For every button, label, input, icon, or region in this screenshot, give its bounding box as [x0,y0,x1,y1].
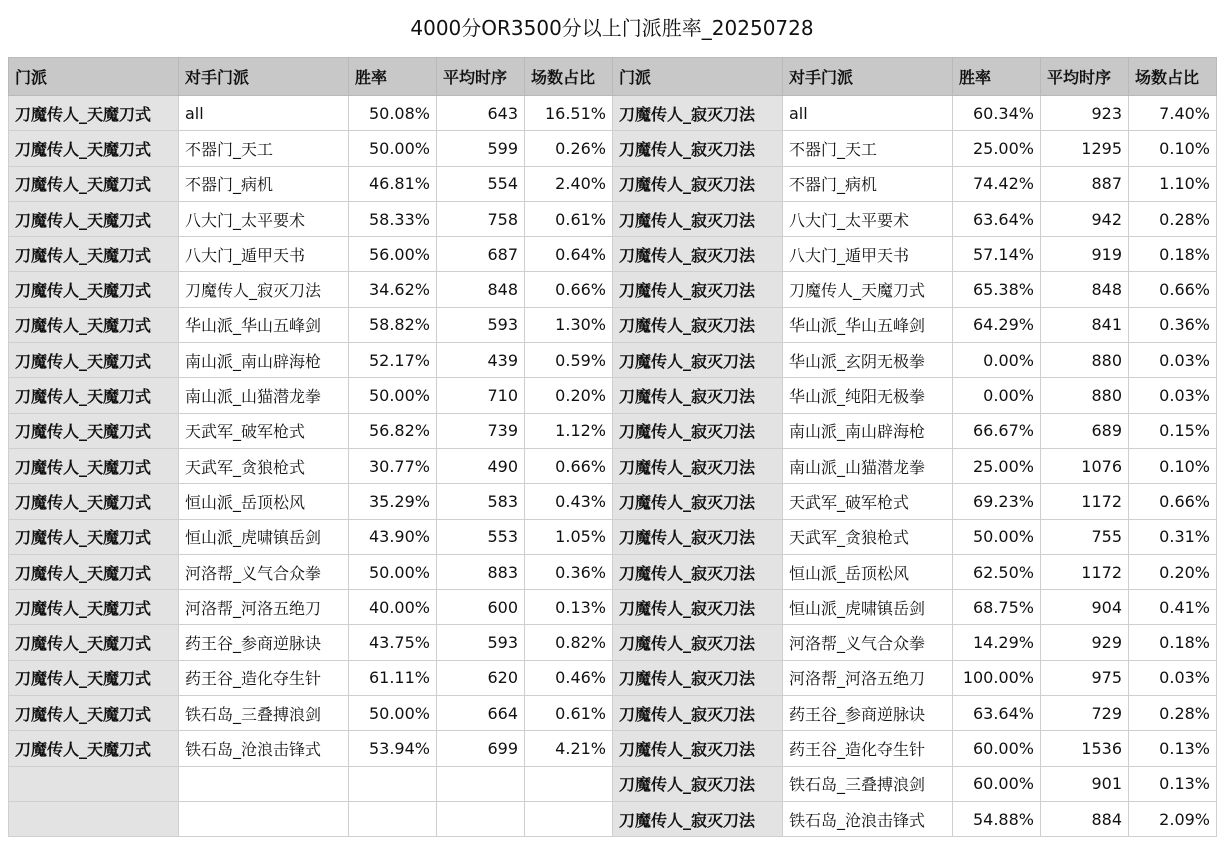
right-winrate-cell[interactable]: 100.00% [953,660,1041,695]
right-share-cell[interactable]: 0.66% [1129,272,1217,307]
left-winrate-cell[interactable]: 58.82% [349,307,437,342]
table-row [9,801,1217,836]
left-winrate-cell[interactable]: 61.11% [349,660,437,695]
left-share-cell[interactable]: 0.36% [525,554,613,589]
left-avg-time-cell[interactable]: 553 [437,519,525,554]
left-faction-cell[interactable]: 刀魔传人_天魔刀式 [9,660,179,695]
right-faction-cell[interactable]: 刀魔传人_寂灭刀法 [613,378,783,413]
right-share-cell[interactable]: 0.36% [1129,307,1217,342]
left-winrate-cell[interactable]: 43.90% [349,519,437,554]
table-row [9,554,1217,589]
table-row [9,590,1217,625]
left-share-cell[interactable]: 0.61% [525,201,613,236]
right-share-cell[interactable]: 0.03% [1129,660,1217,695]
table-body [9,96,1217,837]
left-empty-cell[interactable] [9,766,179,801]
right-winrate-cell[interactable]: 68.75% [953,590,1041,625]
left-faction-cell[interactable]: 刀魔传人_天魔刀式 [9,413,179,448]
right-avg-time-cell[interactable]: 729 [1041,696,1129,731]
left-avg-time-cell[interactable]: 710 [437,378,525,413]
right-winrate-cell[interactable]: 50.00% [953,519,1041,554]
left-avg-time-cell[interactable]: 583 [437,484,525,519]
right-winrate-cell[interactable]: 57.14% [953,237,1041,272]
right-share-cell[interactable]: 0.10% [1129,448,1217,483]
left-avg-time-cell[interactable]: 439 [437,343,525,378]
left-avg-time-cell[interactable]: 848 [437,272,525,307]
left-opponent-cell[interactable]: 铁石岛_三叠搏浪剑 [179,696,349,731]
right-winrate-cell[interactable]: 25.00% [953,131,1041,166]
header-cell-avg-left[interactable]: 平均时序 [437,58,525,96]
right-share-cell[interactable]: 0.31% [1129,519,1217,554]
left-faction-cell[interactable]: 刀魔传人_天魔刀式 [9,378,179,413]
right-opponent-cell[interactable]: 天武军_破军枪式 [783,484,953,519]
right-opponent-cell[interactable]: all [783,96,953,131]
left-avg-time-cell[interactable]: 739 [437,413,525,448]
left-faction-cell[interactable]: 刀魔传人_天魔刀式 [9,237,179,272]
left-faction-cell[interactable]: 刀魔传人_天魔刀式 [9,696,179,731]
left-faction-cell[interactable]: 刀魔传人_天魔刀式 [9,590,179,625]
right-avg-time-cell[interactable]: 884 [1041,801,1129,836]
left-faction-cell[interactable]: 刀魔传人_天魔刀式 [9,131,179,166]
right-opponent-cell[interactable]: 铁石岛_沧浪击锋式 [783,801,953,836]
left-avg-time-cell[interactable]: 643 [437,96,525,131]
left-faction-cell[interactable]: 刀魔传人_天魔刀式 [9,343,179,378]
right-faction-cell[interactable]: 刀魔传人_寂灭刀法 [613,413,783,448]
left-avg-time-cell[interactable]: 490 [437,448,525,483]
left-faction-cell[interactable]: 刀魔传人_天魔刀式 [9,448,179,483]
right-faction-cell[interactable]: 刀魔传人_寂灭刀法 [613,766,783,801]
right-faction-cell[interactable]: 刀魔传人_寂灭刀法 [613,554,783,589]
right-avg-time-cell[interactable]: 887 [1041,166,1129,201]
left-empty-cell[interactable] [525,766,613,801]
table-row [9,731,1217,766]
right-opponent-cell[interactable]: 八大门_遁甲天书 [783,237,953,272]
table-row [9,272,1217,307]
left-share-cell[interactable]: 0.46% [525,660,613,695]
right-faction-cell[interactable]: 刀魔传人_寂灭刀法 [613,237,783,272]
right-faction-cell[interactable]: 刀魔传人_寂灭刀法 [613,307,783,342]
left-winrate-cell[interactable]: 58.33% [349,201,437,236]
right-faction-cell[interactable]: 刀魔传人_寂灭刀法 [613,484,783,519]
right-share-cell[interactable]: 0.28% [1129,201,1217,236]
left-share-cell[interactable]: 0.66% [525,448,613,483]
left-opponent-cell[interactable]: 南山派_南山辟海枪 [179,343,349,378]
right-winrate-cell[interactable]: 69.23% [953,484,1041,519]
right-opponent-cell[interactable]: 华山派_纯阳无极拳 [783,378,953,413]
right-share-cell[interactable]: 0.03% [1129,343,1217,378]
right-faction-cell[interactable]: 刀魔传人_寂灭刀法 [613,590,783,625]
right-faction-cell[interactable]: 刀魔传人_寂灭刀法 [613,201,783,236]
left-opponent-cell[interactable]: 华山派_华山五峰剑 [179,307,349,342]
right-avg-time-cell[interactable]: 1172 [1041,554,1129,589]
left-empty-cell[interactable] [525,801,613,836]
left-winrate-cell[interactable]: 50.00% [349,131,437,166]
left-opponent-cell[interactable]: 恒山派_岳顶松风 [179,484,349,519]
right-opponent-cell[interactable]: 药王谷_参商逆脉诀 [783,696,953,731]
left-faction-cell[interactable]: 刀魔传人_天魔刀式 [9,272,179,307]
right-avg-time-cell[interactable]: 1536 [1041,731,1129,766]
left-empty-cell[interactable] [437,766,525,801]
left-winrate-cell[interactable]: 52.17% [349,343,437,378]
left-share-cell[interactable]: 0.13% [525,590,613,625]
left-faction-cell[interactable]: 刀魔传人_天魔刀式 [9,519,179,554]
left-opponent-cell[interactable]: 河洛帮_河洛五绝刀 [179,590,349,625]
left-opponent-cell[interactable]: 恒山派_虎啸镇岳剑 [179,519,349,554]
table-row [9,378,1217,413]
table-row [9,237,1217,272]
right-share-cell[interactable]: 0.18% [1129,625,1217,660]
left-avg-time-cell[interactable]: 699 [437,731,525,766]
table-row [9,625,1217,660]
right-faction-cell[interactable]: 刀魔传人_寂灭刀法 [613,166,783,201]
left-opponent-cell[interactable]: 不器门_天工 [179,131,349,166]
left-empty-cell[interactable] [179,766,349,801]
left-share-cell[interactable]: 1.12% [525,413,613,448]
left-faction-cell[interactable]: 刀魔传人_天魔刀式 [9,731,179,766]
left-share-cell[interactable]: 2.40% [525,166,613,201]
right-opponent-cell[interactable]: 河洛帮_河洛五绝刀 [783,660,953,695]
winrate-table [8,57,1217,837]
right-share-cell[interactable]: 0.28% [1129,696,1217,731]
right-winrate-cell[interactable]: 63.64% [953,696,1041,731]
right-opponent-cell[interactable]: 药王谷_造化夺生针 [783,731,953,766]
left-opponent-cell[interactable]: 河洛帮_义气合众拳 [179,554,349,589]
right-faction-cell[interactable]: 刀魔传人_寂灭刀法 [613,625,783,660]
right-avg-time-cell[interactable]: 923 [1041,96,1129,131]
header-cell-winrate-right[interactable]: 胜率 [953,58,1041,96]
header-cell-faction-right[interactable]: 门派 [613,58,783,96]
right-avg-time-cell[interactable]: 929 [1041,625,1129,660]
left-avg-time-cell[interactable]: 600 [437,590,525,625]
right-avg-time-cell[interactable]: 1295 [1041,131,1129,166]
left-winrate-cell[interactable]: 43.75% [349,625,437,660]
right-share-cell[interactable]: 0.10% [1129,131,1217,166]
left-avg-time-cell[interactable]: 883 [437,554,525,589]
left-opponent-cell[interactable]: 南山派_山猫潜龙拳 [179,378,349,413]
right-opponent-cell[interactable]: 天武军_贪狼枪式 [783,519,953,554]
right-share-cell[interactable]: 1.10% [1129,166,1217,201]
right-faction-cell[interactable]: 刀魔传人_寂灭刀法 [613,660,783,695]
right-opponent-cell[interactable]: 南山派_山猫潜龙拳 [783,448,953,483]
right-opponent-cell[interactable]: 华山派_华山五峰剑 [783,307,953,342]
left-avg-time-cell[interactable]: 664 [437,696,525,731]
right-share-cell[interactable]: 7.40% [1129,96,1217,131]
left-opponent-cell[interactable]: 铁石岛_沧浪击锋式 [179,731,349,766]
left-winrate-cell[interactable]: 50.08% [349,96,437,131]
right-share-cell[interactable]: 0.15% [1129,413,1217,448]
table-row [9,96,1217,131]
left-avg-time-cell[interactable]: 687 [437,237,525,272]
left-opponent-cell[interactable]: 药王谷_参商逆脉诀 [179,625,349,660]
right-avg-time-cell[interactable]: 755 [1041,519,1129,554]
right-winrate-cell[interactable]: 62.50% [953,554,1041,589]
right-share-cell[interactable]: 2.09% [1129,801,1217,836]
left-empty-cell[interactable] [9,801,179,836]
right-avg-time-cell[interactable]: 919 [1041,237,1129,272]
left-winrate-cell[interactable]: 56.00% [349,237,437,272]
right-avg-time-cell[interactable]: 848 [1041,272,1129,307]
table-row [9,131,1217,166]
right-winrate-cell[interactable]: 54.88% [953,801,1041,836]
table-row [9,660,1217,695]
left-opponent-cell[interactable]: 刀魔传人_寂灭刀法 [179,272,349,307]
right-share-cell[interactable]: 0.18% [1129,237,1217,272]
left-share-cell[interactable]: 0.61% [525,696,613,731]
left-share-cell[interactable]: 1.30% [525,307,613,342]
right-avg-time-cell[interactable]: 901 [1041,766,1129,801]
right-opponent-cell[interactable]: 不器门_天工 [783,131,953,166]
right-share-cell[interactable]: 0.20% [1129,554,1217,589]
right-winrate-cell[interactable]: 74.42% [953,166,1041,201]
right-winrate-cell[interactable]: 14.29% [953,625,1041,660]
left-share-cell[interactable]: 16.51% [525,96,613,131]
right-winrate-cell[interactable]: 0.00% [953,343,1041,378]
left-share-cell[interactable]: 1.05% [525,519,613,554]
left-winrate-cell[interactable]: 53.94% [349,731,437,766]
left-opponent-cell[interactable]: 天武军_贪狼枪式 [179,448,349,483]
left-avg-time-cell[interactable]: 599 [437,131,525,166]
table-row [9,484,1217,519]
header-row [9,58,1217,96]
right-faction-cell[interactable]: 刀魔传人_寂灭刀法 [613,272,783,307]
table-row [9,413,1217,448]
left-empty-cell[interactable] [349,766,437,801]
right-share-cell[interactable]: 0.66% [1129,484,1217,519]
left-share-cell[interactable]: 0.26% [525,131,613,166]
left-winrate-cell[interactable]: 35.29% [349,484,437,519]
right-avg-time-cell[interactable]: 1076 [1041,448,1129,483]
left-opponent-cell[interactable]: 药王谷_造化夺生针 [179,660,349,695]
right-winrate-cell[interactable]: 0.00% [953,378,1041,413]
left-share-cell[interactable]: 0.59% [525,343,613,378]
header-cell-winrate-left[interactable]: 胜率 [349,58,437,96]
left-faction-cell[interactable]: 刀魔传人_天魔刀式 [9,96,179,131]
left-opponent-cell[interactable]: 八大门_遁甲天书 [179,237,349,272]
right-winrate-cell[interactable]: 25.00% [953,448,1041,483]
right-opponent-cell[interactable]: 铁石岛_三叠搏浪剑 [783,766,953,801]
right-avg-time-cell[interactable]: 841 [1041,307,1129,342]
right-share-cell[interactable]: 0.13% [1129,731,1217,766]
right-opponent-cell[interactable]: 八大门_太平要术 [783,201,953,236]
left-faction-cell[interactable]: 刀魔传人_天魔刀式 [9,307,179,342]
right-winrate-cell[interactable]: 60.00% [953,731,1041,766]
right-opponent-cell[interactable]: 华山派_玄阴无极拳 [783,343,953,378]
left-opponent-cell[interactable]: 天武军_破军枪式 [179,413,349,448]
table-row [9,307,1217,342]
left-share-cell[interactable]: 4.21% [525,731,613,766]
left-avg-time-cell[interactable]: 554 [437,166,525,201]
left-empty-cell[interactable] [349,801,437,836]
left-opponent-cell[interactable]: 不器门_病机 [179,166,349,201]
left-faction-cell[interactable]: 刀魔传人_天魔刀式 [9,625,179,660]
left-faction-cell[interactable]: 刀魔传人_天魔刀式 [9,201,179,236]
right-avg-time-cell[interactable]: 689 [1041,413,1129,448]
left-share-cell[interactable]: 0.82% [525,625,613,660]
header-cell-avg-right[interactable]: 平均时序 [1041,58,1129,96]
right-winrate-cell[interactable]: 66.67% [953,413,1041,448]
left-avg-time-cell[interactable]: 758 [437,201,525,236]
right-opponent-cell[interactable]: 不器门_病机 [783,166,953,201]
header-cell-share-left[interactable]: 场数占比 [525,58,613,96]
left-faction-cell[interactable]: 刀魔传人_天魔刀式 [9,554,179,589]
right-faction-cell[interactable]: 刀魔传人_寂灭刀法 [613,801,783,836]
left-opponent-cell[interactable]: 八大门_太平要术 [179,201,349,236]
left-avg-time-cell[interactable]: 593 [437,307,525,342]
right-faction-cell[interactable]: 刀魔传人_寂灭刀法 [613,448,783,483]
right-opponent-cell[interactable]: 恒山派_虎啸镇岳剑 [783,590,953,625]
right-winrate-cell[interactable]: 60.34% [953,96,1041,131]
left-winrate-cell[interactable]: 30.77% [349,448,437,483]
table-row [9,166,1217,201]
left-faction-cell[interactable]: 刀魔传人_天魔刀式 [9,166,179,201]
right-share-cell[interactable]: 0.13% [1129,766,1217,801]
right-avg-time-cell[interactable]: 1172 [1041,484,1129,519]
right-faction-cell[interactable]: 刀魔传人_寂灭刀法 [613,696,783,731]
right-faction-cell[interactable]: 刀魔传人_寂灭刀法 [613,96,783,131]
header-cell-share-right[interactable]: 场数占比 [1129,58,1217,96]
left-share-cell[interactable]: 0.43% [525,484,613,519]
right-avg-time-cell[interactable]: 942 [1041,201,1129,236]
right-avg-time-cell[interactable]: 975 [1041,660,1129,695]
left-avg-time-cell[interactable]: 620 [437,660,525,695]
right-winrate-cell[interactable]: 60.00% [953,766,1041,801]
right-share-cell[interactable]: 0.41% [1129,590,1217,625]
left-winrate-cell[interactable]: 50.00% [349,378,437,413]
right-opponent-cell[interactable]: 南山派_南山辟海枪 [783,413,953,448]
left-opponent-cell[interactable]: all [179,96,349,131]
right-avg-time-cell[interactable]: 904 [1041,590,1129,625]
table-row [9,201,1217,236]
left-share-cell[interactable]: 0.20% [525,378,613,413]
left-winrate-cell[interactable]: 56.82% [349,413,437,448]
left-faction-cell[interactable]: 刀魔传人_天魔刀式 [9,484,179,519]
header-cell-faction-left[interactable]: 门派 [9,58,179,96]
header-cell-opponent-right[interactable]: 对手门派 [783,58,953,96]
header-cell-opponent-left[interactable]: 对手门派 [179,58,349,96]
left-empty-cell[interactable] [437,801,525,836]
right-opponent-cell[interactable]: 恒山派_岳顶松风 [783,554,953,589]
table-row [9,343,1217,378]
right-opponent-cell[interactable]: 河洛帮_义气合众拳 [783,625,953,660]
table-row [9,696,1217,731]
right-share-cell[interactable]: 0.03% [1129,378,1217,413]
sheet-title: 4000分OR3500分以上门派胜率_20250728 [410,16,814,40]
right-avg-time-cell[interactable]: 880 [1041,343,1129,378]
left-share-cell[interactable]: 0.64% [525,237,613,272]
left-winrate-cell[interactable]: 46.81% [349,166,437,201]
left-empty-cell[interactable] [179,801,349,836]
left-winrate-cell[interactable]: 34.62% [349,272,437,307]
left-winrate-cell[interactable]: 50.00% [349,554,437,589]
right-winrate-cell[interactable]: 63.64% [953,201,1041,236]
left-avg-time-cell[interactable]: 593 [437,625,525,660]
left-share-cell[interactable]: 0.66% [525,272,613,307]
right-faction-cell[interactable]: 刀魔传人_寂灭刀法 [613,519,783,554]
table-row [9,448,1217,483]
right-faction-cell[interactable]: 刀魔传人_寂灭刀法 [613,131,783,166]
left-winrate-cell[interactable]: 50.00% [349,696,437,731]
table-row [9,766,1217,801]
right-faction-cell[interactable]: 刀魔传人_寂灭刀法 [613,343,783,378]
table-row [9,519,1217,554]
right-avg-time-cell[interactable]: 880 [1041,378,1129,413]
right-faction-cell[interactable]: 刀魔传人_寂灭刀法 [613,731,783,766]
left-winrate-cell[interactable]: 40.00% [349,590,437,625]
right-opponent-cell[interactable]: 刀魔传人_天魔刀式 [783,272,953,307]
right-winrate-cell[interactable]: 64.29% [953,307,1041,342]
right-winrate-cell[interactable]: 65.38% [953,272,1041,307]
